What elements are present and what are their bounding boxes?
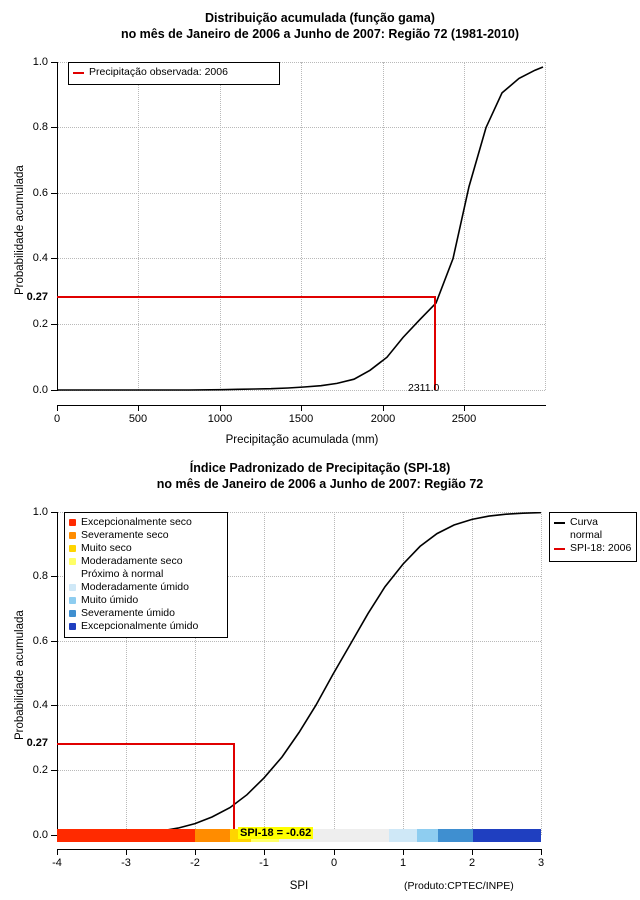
x-tick-label: 0: [53, 413, 61, 425]
x-tick-label: -4: [52, 857, 62, 869]
x-tick: [403, 849, 404, 855]
legend-color-icon: [69, 597, 76, 604]
x-tick: [334, 849, 335, 855]
y-tick-label: 1.0: [32, 56, 48, 68]
legend-label: Próximo à normal: [81, 568, 164, 580]
bottom-legend-curves: [549, 512, 637, 562]
x-tick: [464, 405, 465, 411]
top-marker-vline: [434, 296, 436, 390]
legend-color-icon: [69, 623, 76, 630]
x-tick-label: 1: [399, 857, 407, 869]
legend-label: Curva: [570, 516, 599, 528]
x-tick: [126, 849, 127, 855]
x-tick-label: 0: [330, 857, 338, 869]
legend-color-icon: [69, 584, 76, 591]
legend-label: Moderadamente úmido: [81, 581, 189, 593]
legend-color-icon: [69, 545, 76, 552]
x-tick: [264, 849, 265, 855]
bottom-marker-vline: [233, 743, 235, 835]
top-legend: [68, 62, 280, 85]
chart-panel-spi: [0, 455, 640, 900]
spi-class-muito-umido: [417, 829, 438, 842]
legend-label: Excepcionalmente úmido: [81, 620, 199, 632]
y-tick-label: 0.8: [32, 570, 48, 582]
y-tick-label: 0.6: [32, 635, 48, 647]
legend-swatch-icon: [73, 72, 84, 74]
x-tick-label: 1500: [288, 413, 314, 425]
x-tick: [57, 849, 58, 855]
spi-class-severamente-seco: [195, 829, 230, 842]
legend-label: Muito seco: [81, 542, 132, 554]
top-marker-x-value: 2311.0: [408, 382, 440, 394]
x-tick-label: 2000: [370, 413, 396, 425]
legend-item-class: [69, 620, 222, 633]
x-tick-label: 2: [468, 857, 476, 869]
legend-label: Severamente seco: [81, 529, 169, 541]
y-tick-label: 0.4: [32, 699, 48, 711]
legend-label: SPI-18: 2006: [570, 542, 632, 554]
legend-item-class: [69, 581, 222, 594]
legend-item-class: [69, 529, 222, 542]
legend-label: Severamente úmido: [81, 607, 175, 619]
bottom-chart-title-line2: no mês de Janeiro de 2006 a Junho de 2007: Região 72: [156, 477, 484, 491]
y-tick-label: 0.4: [32, 252, 48, 264]
top-chart-title-line2: no mês de Janeiro de 2006 a Junho de 2007: Região 72 (1981-2010): [120, 27, 520, 41]
legend-item-observed: [73, 66, 274, 79]
x-tick: [383, 405, 384, 411]
top-chart-title-line1: Distribuição acumulada (função gama): [205, 11, 435, 25]
credit-label: (Produto:CPTEC/INPE): [404, 880, 514, 892]
legend-label: Excepcionalmente seco: [81, 516, 192, 528]
marked-y-label: 0.27: [26, 291, 48, 303]
x-tick: [195, 849, 196, 855]
y-tick-label: 0.2: [32, 318, 48, 330]
y-tick-label: 0.0: [32, 384, 48, 396]
bottom-y-axis-label: Probabilidade acumulada: [14, 610, 26, 740]
legend-swatch-icon: [554, 548, 565, 550]
x-tick: [301, 405, 302, 411]
spi-value-label: SPI-18 = -0.62: [240, 827, 312, 839]
legend-label: Moderadamente seco: [81, 555, 183, 567]
legend-swatch-icon: [554, 522, 565, 524]
legend-color-icon: [69, 610, 76, 617]
legend-label: Precipitação observada: 2006: [89, 66, 228, 78]
x-tick: [138, 405, 139, 411]
x-axis-line: [57, 849, 542, 850]
x-tick-label: 2500: [451, 413, 477, 425]
x-tick-label: -2: [190, 857, 200, 869]
legend-color-icon: [69, 519, 76, 526]
y-tick-label: 0.2: [32, 764, 48, 776]
legend-item-curva-normal: [554, 516, 631, 529]
legend-label: Muito úmido: [81, 594, 139, 606]
marked-y-label: 0.27: [26, 737, 48, 749]
top-gamma-curve: [57, 62, 546, 391]
bottom-marker-hline: [57, 743, 234, 745]
legend-item-curva-normal-line2: [554, 529, 631, 542]
bottom-plot-area: [0, 455, 640, 900]
legend-item-class: [69, 594, 222, 607]
legend-item-class: [69, 516, 222, 529]
legend-color-icon: [69, 558, 76, 565]
x-tick-label: 500: [128, 413, 148, 425]
spi-class-moderadamente-umido: [389, 829, 417, 842]
legend-item-class: [69, 607, 222, 620]
x-tick-label: 1000: [207, 413, 233, 425]
top-marker-hline: [57, 296, 435, 298]
y-tick-label: 0.0: [32, 829, 48, 841]
x-tick: [541, 849, 542, 855]
y-tick-label: 1.0: [32, 506, 48, 518]
x-tick-label: -1: [259, 857, 269, 869]
x-tick: [472, 849, 473, 855]
x-tick-label: 3: [537, 857, 545, 869]
legend-item-class: [69, 542, 222, 555]
bottom-x-axis-label: SPI: [289, 880, 309, 892]
y-tick-label: 0.6: [32, 187, 48, 199]
legend-item-spi-2006: [554, 542, 631, 555]
legend-color-icon: [69, 532, 76, 539]
top-y-axis-label: Probabilidade acumulada: [14, 165, 26, 295]
x-tick: [57, 405, 58, 411]
y-tick-label: 0.8: [32, 121, 48, 133]
top-x-axis-label: Precipitação acumulada (mm): [225, 434, 379, 446]
legend-color-icon: [69, 571, 76, 578]
x-tick-label: -3: [121, 857, 131, 869]
bottom-legend-classes: [64, 512, 228, 638]
legend-item-class: [69, 555, 222, 568]
x-tick: [220, 405, 221, 411]
legend-label: normal: [570, 529, 603, 541]
legend-item-class: [69, 568, 222, 581]
bottom-chart-title-line1: Índice Padronizado de Precipitação (SPI-18): [189, 461, 451, 475]
spi-class-excepcionalmente-umido: [473, 829, 541, 842]
spi-class-excepcionalmente-seco: [57, 829, 195, 842]
spi-class-severamente-umido: [438, 829, 473, 842]
